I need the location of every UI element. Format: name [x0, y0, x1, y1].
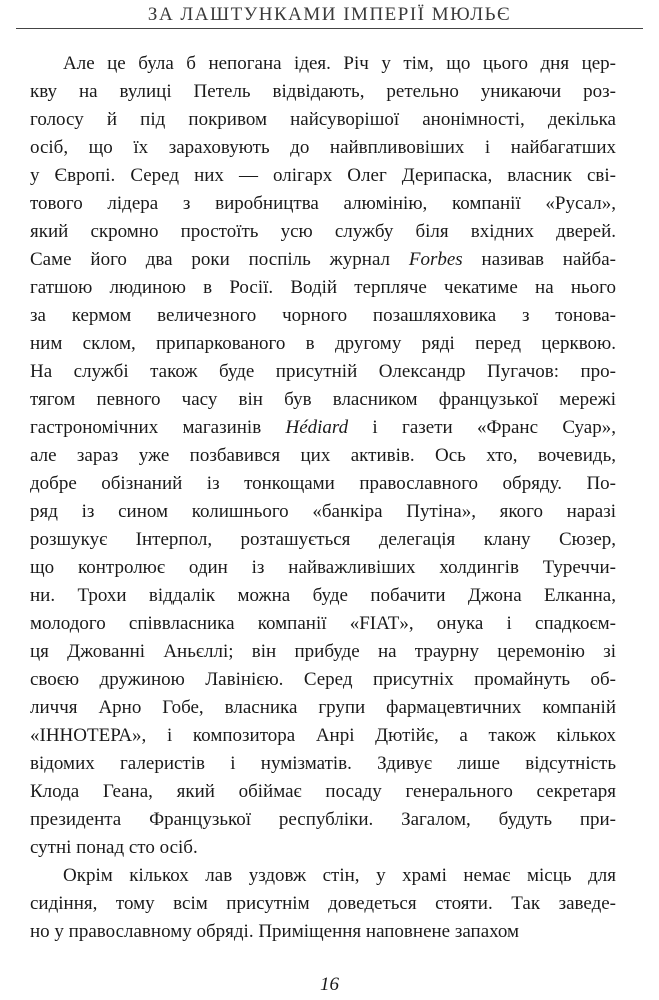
text-line: у Європі. Серед них — олігарх Олег Дерипаска, власник сві-: [30, 165, 616, 186]
text-line: тового лідера з виробництва алюмінію, компанії «Русал»,: [30, 193, 616, 214]
text-line: Але це була б непогана ідея. Річ у тім, що цього дня цер-: [63, 53, 616, 74]
text-line: На службі також буде присутній Олександр Пугачов: про-: [30, 361, 616, 382]
text-line: гастрономічних магазинів Hédiard і газети «Франс Суар»,: [30, 417, 616, 438]
text-line: за кермом величезного чорного позашляховика з тонова-: [30, 305, 616, 326]
text-line: личчя Арно Гобе, власника групи фармацевтичних компаній: [30, 697, 616, 718]
text-line: розшукує Інтерпол, розташується делегація клану Сюзер,: [30, 529, 616, 550]
text-line: що контролює один із найважливіших холдингів Туреччи-: [30, 557, 616, 578]
text-line: гатшою людиною в Росії. Водій терпляче чекатиме на нього: [30, 277, 616, 298]
text-line: тягом певного часу він був власником французької мережі: [30, 389, 616, 410]
text-line: ни. Трохи віддалік можна буде побачити Джона Елканна,: [30, 585, 616, 606]
text-line: молодого співвласника компанії «FIAT», онука і спадкоєм-: [30, 613, 616, 634]
text-line: сидіння, тому всім присутнім доведеться стояти. Так заведе-: [30, 893, 616, 914]
body-text: [30, 50, 616, 946]
text-line: ряд із сином колишнього «банкіра Путіна», якого наразі: [30, 501, 616, 522]
text-line: сутні понад сто осіб.: [30, 837, 198, 858]
text-line: ним склом, припаркованого в другому ряді перед церквою.: [30, 333, 616, 354]
text-line: голосу й під покривом найсуворішої анонімності, декілька: [30, 109, 616, 130]
page-number: 16: [320, 974, 339, 995]
text-line: відомих галеристів і нумізматів. Здивує лише відсутність: [30, 753, 616, 774]
header-rule: [16, 28, 643, 29]
text-line: ця Джованні Аньєллі; він прибуде на траурну церемонію зі: [30, 641, 616, 662]
text-line: осіб, що їх зараховують до найвпливовіших і найбагатших: [30, 137, 616, 158]
text-line: який скромно простоїть усю службу біля вхідних дверей.: [30, 221, 616, 242]
paragraph: [30, 862, 616, 946]
text-line: «ІННОТЕРА», і композитора Анрі Дютійє, а також кількох: [30, 725, 616, 746]
text-line: кву на вулиці Петель відвідають, ретельно уникаючи роз-: [30, 81, 616, 102]
text-line: але зараз уже позбавився цих активів. Ось хто, вочевидь,: [30, 445, 616, 466]
text-line: но у православному обряді. Приміщення наповнене запахом: [30, 921, 520, 942]
text-line: Клода Геана, який обіймає посаду генерального секретаря: [30, 781, 616, 802]
text-line: Окрім кількох лав уздовж стін, у храмі немає місць для: [63, 865, 616, 886]
text-line: добре обізнаний із тонкощами православного обряду. По-: [30, 473, 616, 494]
text-line: президента Французької республіки. Загалом, будуть при-: [30, 809, 616, 830]
text-line: Саме його два роки поспіль журнал Forbes називав найба-: [30, 249, 616, 270]
text-line: своєю дружиною Лавінією. Серед присутніх промайнуть об-: [30, 669, 616, 690]
paragraph: [30, 50, 616, 862]
running-head: ЗА ЛАШТУНКАМИ ІМПЕРІЇ МЮЛЬЄ: [147, 4, 512, 25]
